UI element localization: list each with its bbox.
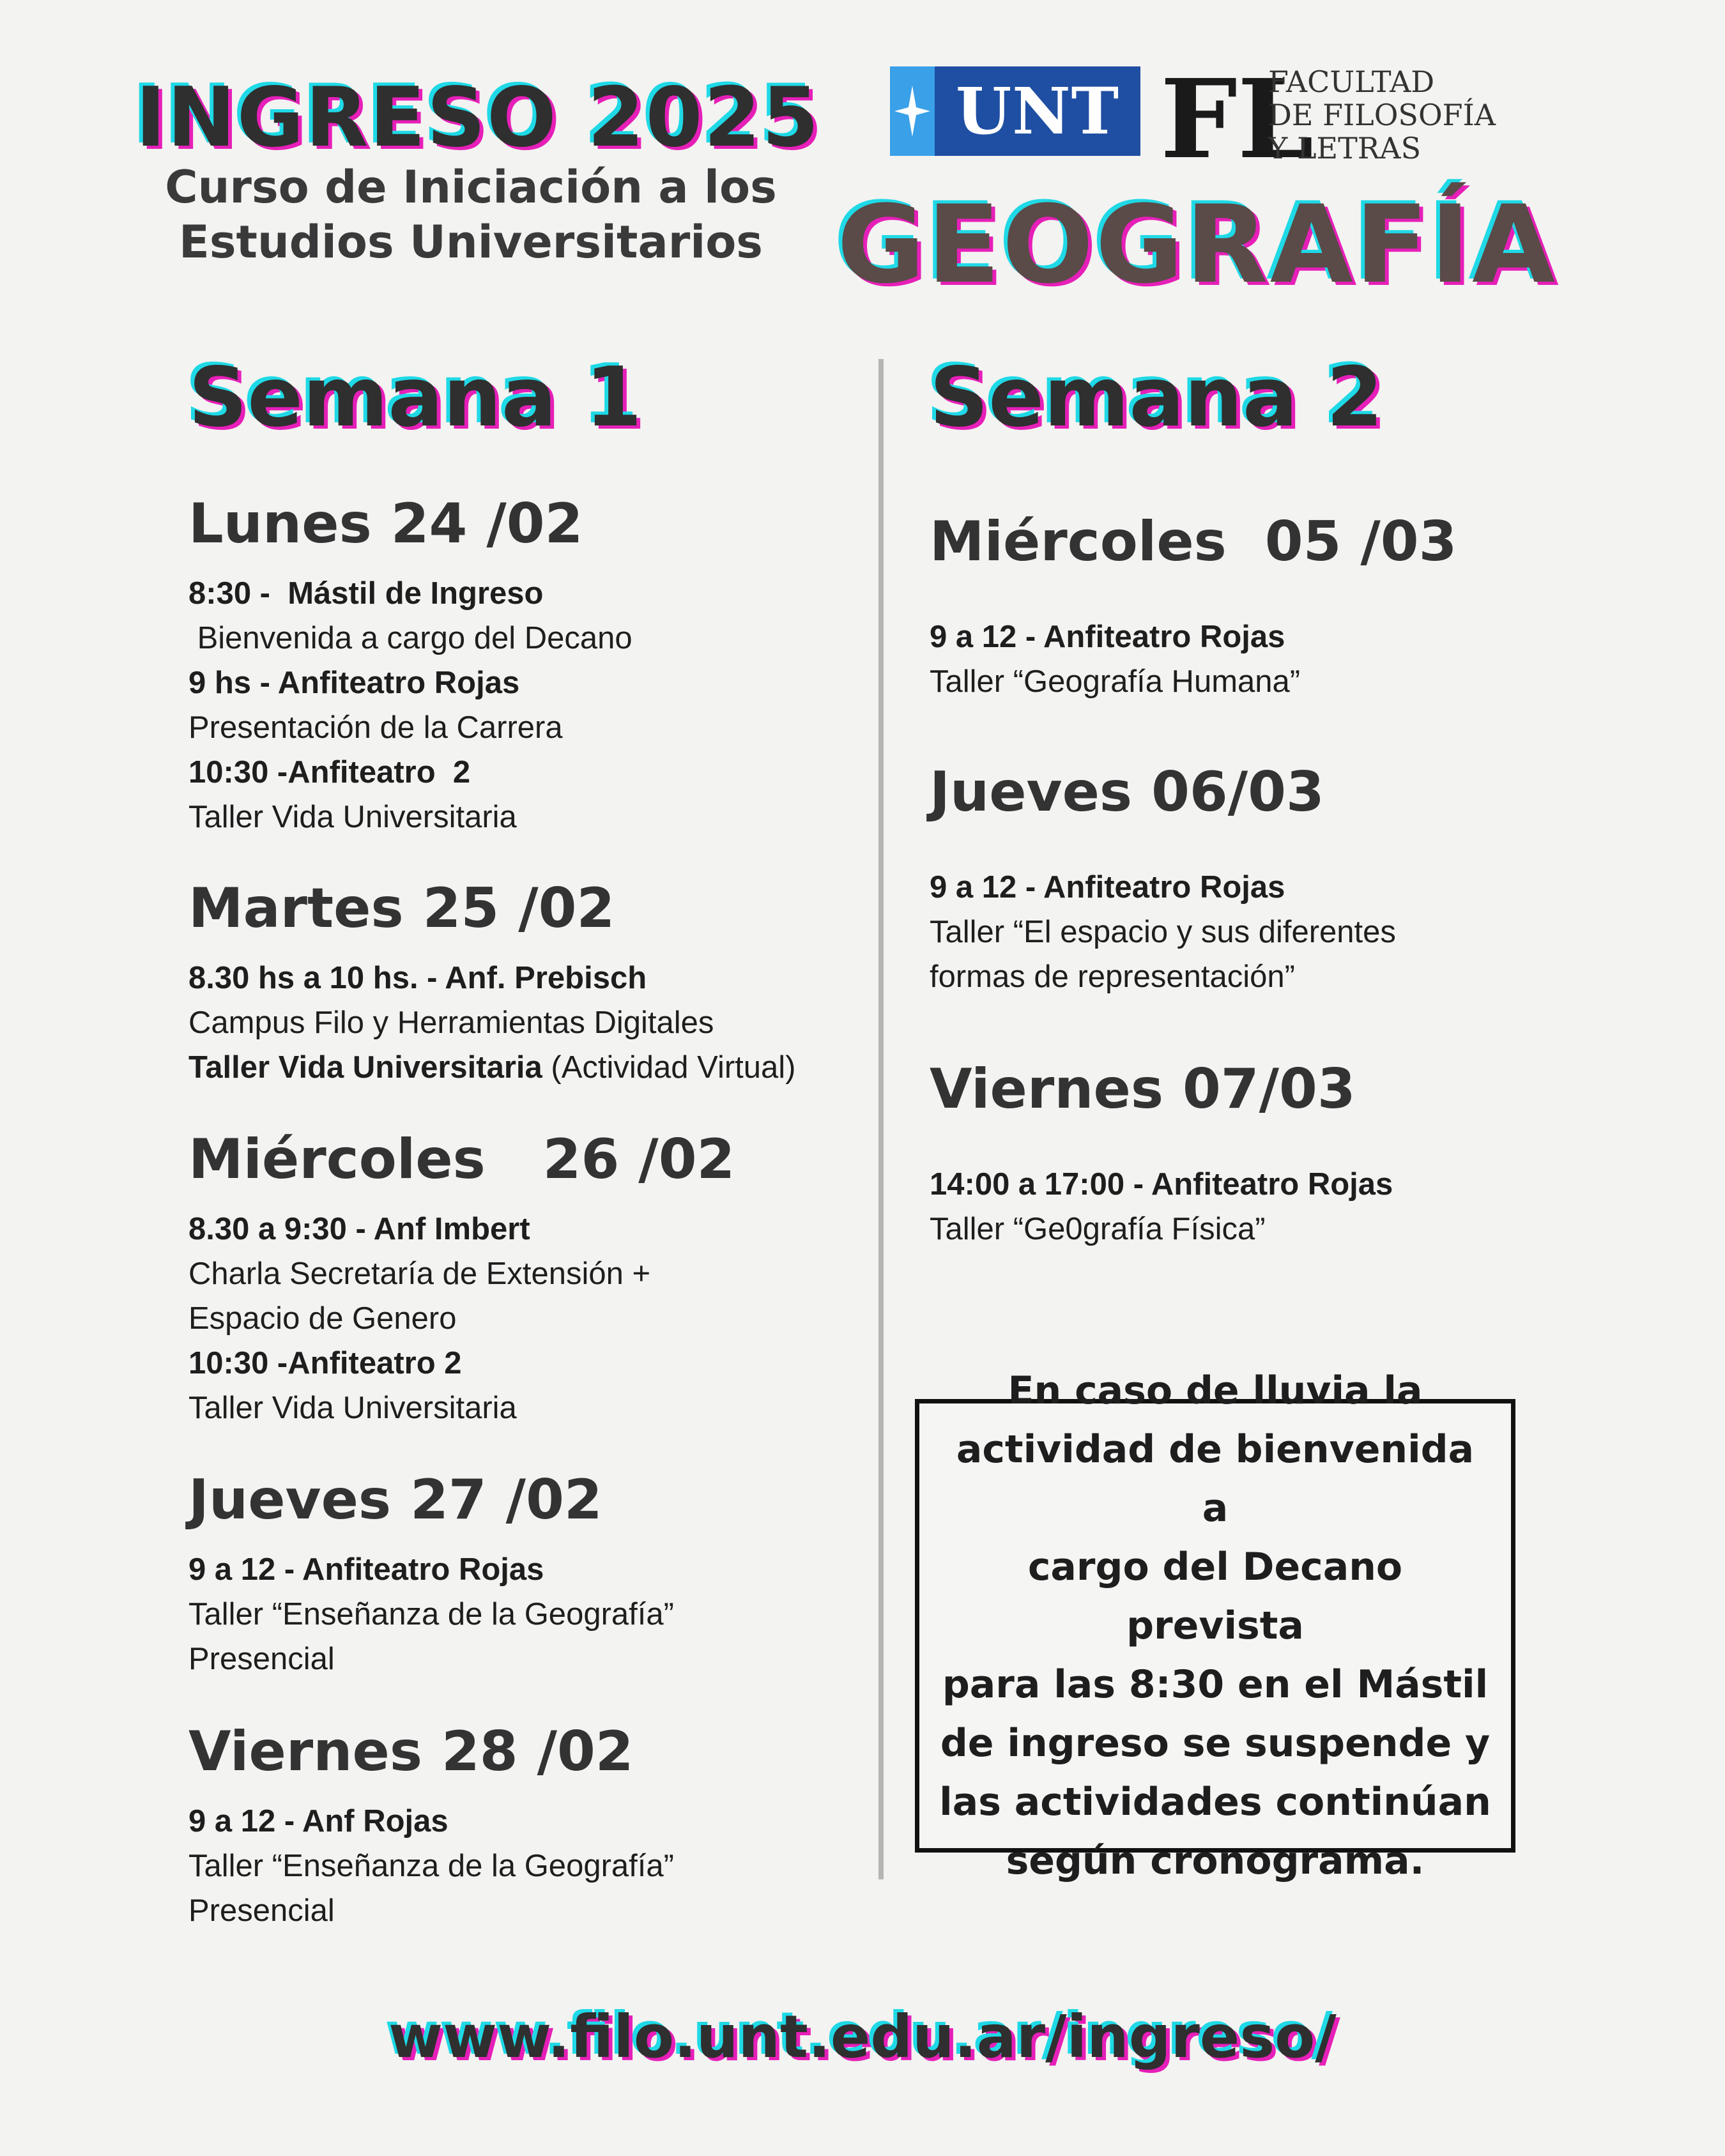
event-title: INGRESO 2025 [135,70,820,165]
day-heading: Miércoles 05 /03 [930,510,1457,574]
schedule-day [188,1720,674,1933]
fl-logo-mark: FL [1160,56,1314,183]
schedule-line: 8.30 hs a 10 hs. - Anf. Prebisch [188,961,647,995]
faculty-line: DE FILOSOFÍA [1268,98,1496,132]
day-heading: Viernes 07/03 [930,1057,1356,1121]
rain-notice-box [915,1368,1515,1883]
schedule-line: Taller Vida Universitaria [188,800,517,834]
notice-line: En caso de lluvia la [1008,1368,1423,1413]
schedule-line: 9 hs - Anfiteatro Rojas [188,666,520,700]
schedule-line: Presencial [188,1642,335,1676]
schedule-line-bold: Taller Vida Universitaria [188,1050,542,1085]
schedule-line: Charla Secretaría de Extensión + [188,1257,651,1291]
schedule-day [188,1468,674,1681]
notice-line: cargo del Decano prevista [1027,1545,1403,1648]
notice-line: según cronograma. [1006,1839,1425,1883]
notice-line: las actividades continúan [939,1780,1491,1824]
star-icon [890,66,935,156]
day-heading: Lunes 24 /02 [188,492,583,556]
faculty-line: FACULTAD [1268,65,1435,99]
schedule-line: Taller Vida Universitaria [188,1391,517,1425]
schedule-line: Presentación de la Carrera [188,710,563,745]
week-1-title: Semana 1 [188,350,642,445]
schedule-day [188,1128,735,1430]
day-heading: Martes 25 /02 [188,876,615,940]
schedule-line: 9 a 12 - Anfiteatro Rojas [930,620,1285,654]
day-heading: Miércoles 26 /02 [188,1128,735,1191]
career-title: GEOGRAFÍA [837,182,1558,307]
fl-logo-icon [1158,56,1314,183]
schedule-line: Taller “Ge0grafía Física” [930,1212,1266,1246]
schedule-line-note: (Actividad Virtual) [542,1050,796,1085]
schedule-day [188,876,796,1090]
schedule-day [930,510,1457,704]
schedule-line: 9 a 12 - Anfiteatro Rojas [930,870,1285,905]
rain-notice-text [919,1361,1511,1890]
schedule-line: 9 a 12 - Anfiteatro Rojas [188,1552,544,1587]
faculty-name [1268,65,1496,165]
website-link[interactable]: www.filo.unt.edu.ar/ingreso/ [388,2003,1337,2071]
schedule-line: 8:30 - Mástil de Ingreso [188,576,544,611]
subtitle-line: Curso de Iniciación a los [165,161,777,213]
schedule-line: 9 a 12 - Anf Rojas [188,1804,448,1839]
subtitle-line: Estudios Universitarios [179,216,763,268]
schedule-line: Taller “Geografía Humana” [930,664,1301,699]
day-heading: Jueves 27 /02 [188,1468,602,1532]
schedule-day [188,492,632,839]
day-heading: Jueves 06/03 [930,760,1324,824]
schedule-line: formas de representación” [930,959,1295,994]
schedule-line: Taller “Enseñanza de la Geografía” [188,1849,674,1883]
schedule-line: Taller “Enseñanza de la Geografía” [188,1597,674,1632]
schedule-line: Campus Filo y Herramientas Digitales [188,1005,714,1040]
day-heading: Viernes 28 /02 [188,1720,634,1784]
unt-logo-text: UNT [935,66,1140,156]
schedule-line [188,1045,796,1090]
schedule-day [930,1057,1393,1251]
schedule-line: 8.30 a 9:30 - Anf Imbert [188,1212,530,1246]
column-divider [878,359,884,1879]
notice-line: para las 8:30 en el Mástil [942,1662,1489,1707]
schedule-line: Bienvenida a cargo del Decano [188,621,632,655]
schedule-line: 10:30 -Anfiteatro 2 [188,755,471,790]
schedule-day [930,760,1396,999]
schedule-line: Presencial [188,1893,335,1928]
schedule-line: Taller “El espacio y sus diferentes [930,915,1396,949]
event-subtitle [148,160,793,270]
schedule-line: Espacio de Genero [188,1301,457,1336]
faculty-line: Y LETRAS [1268,131,1422,165]
unt-logo [890,66,1140,156]
notice-line: actividad de bienvenida a [956,1427,1475,1531]
week-2-title: Semana 2 [930,350,1383,445]
schedule-line: 14:00 a 17:00 - Anfiteatro Rojas [930,1167,1393,1202]
schedule-line: 10:30 -Anfiteatro 2 [188,1346,462,1380]
notice-line: de ingreso se suspende y [940,1721,1491,1766]
